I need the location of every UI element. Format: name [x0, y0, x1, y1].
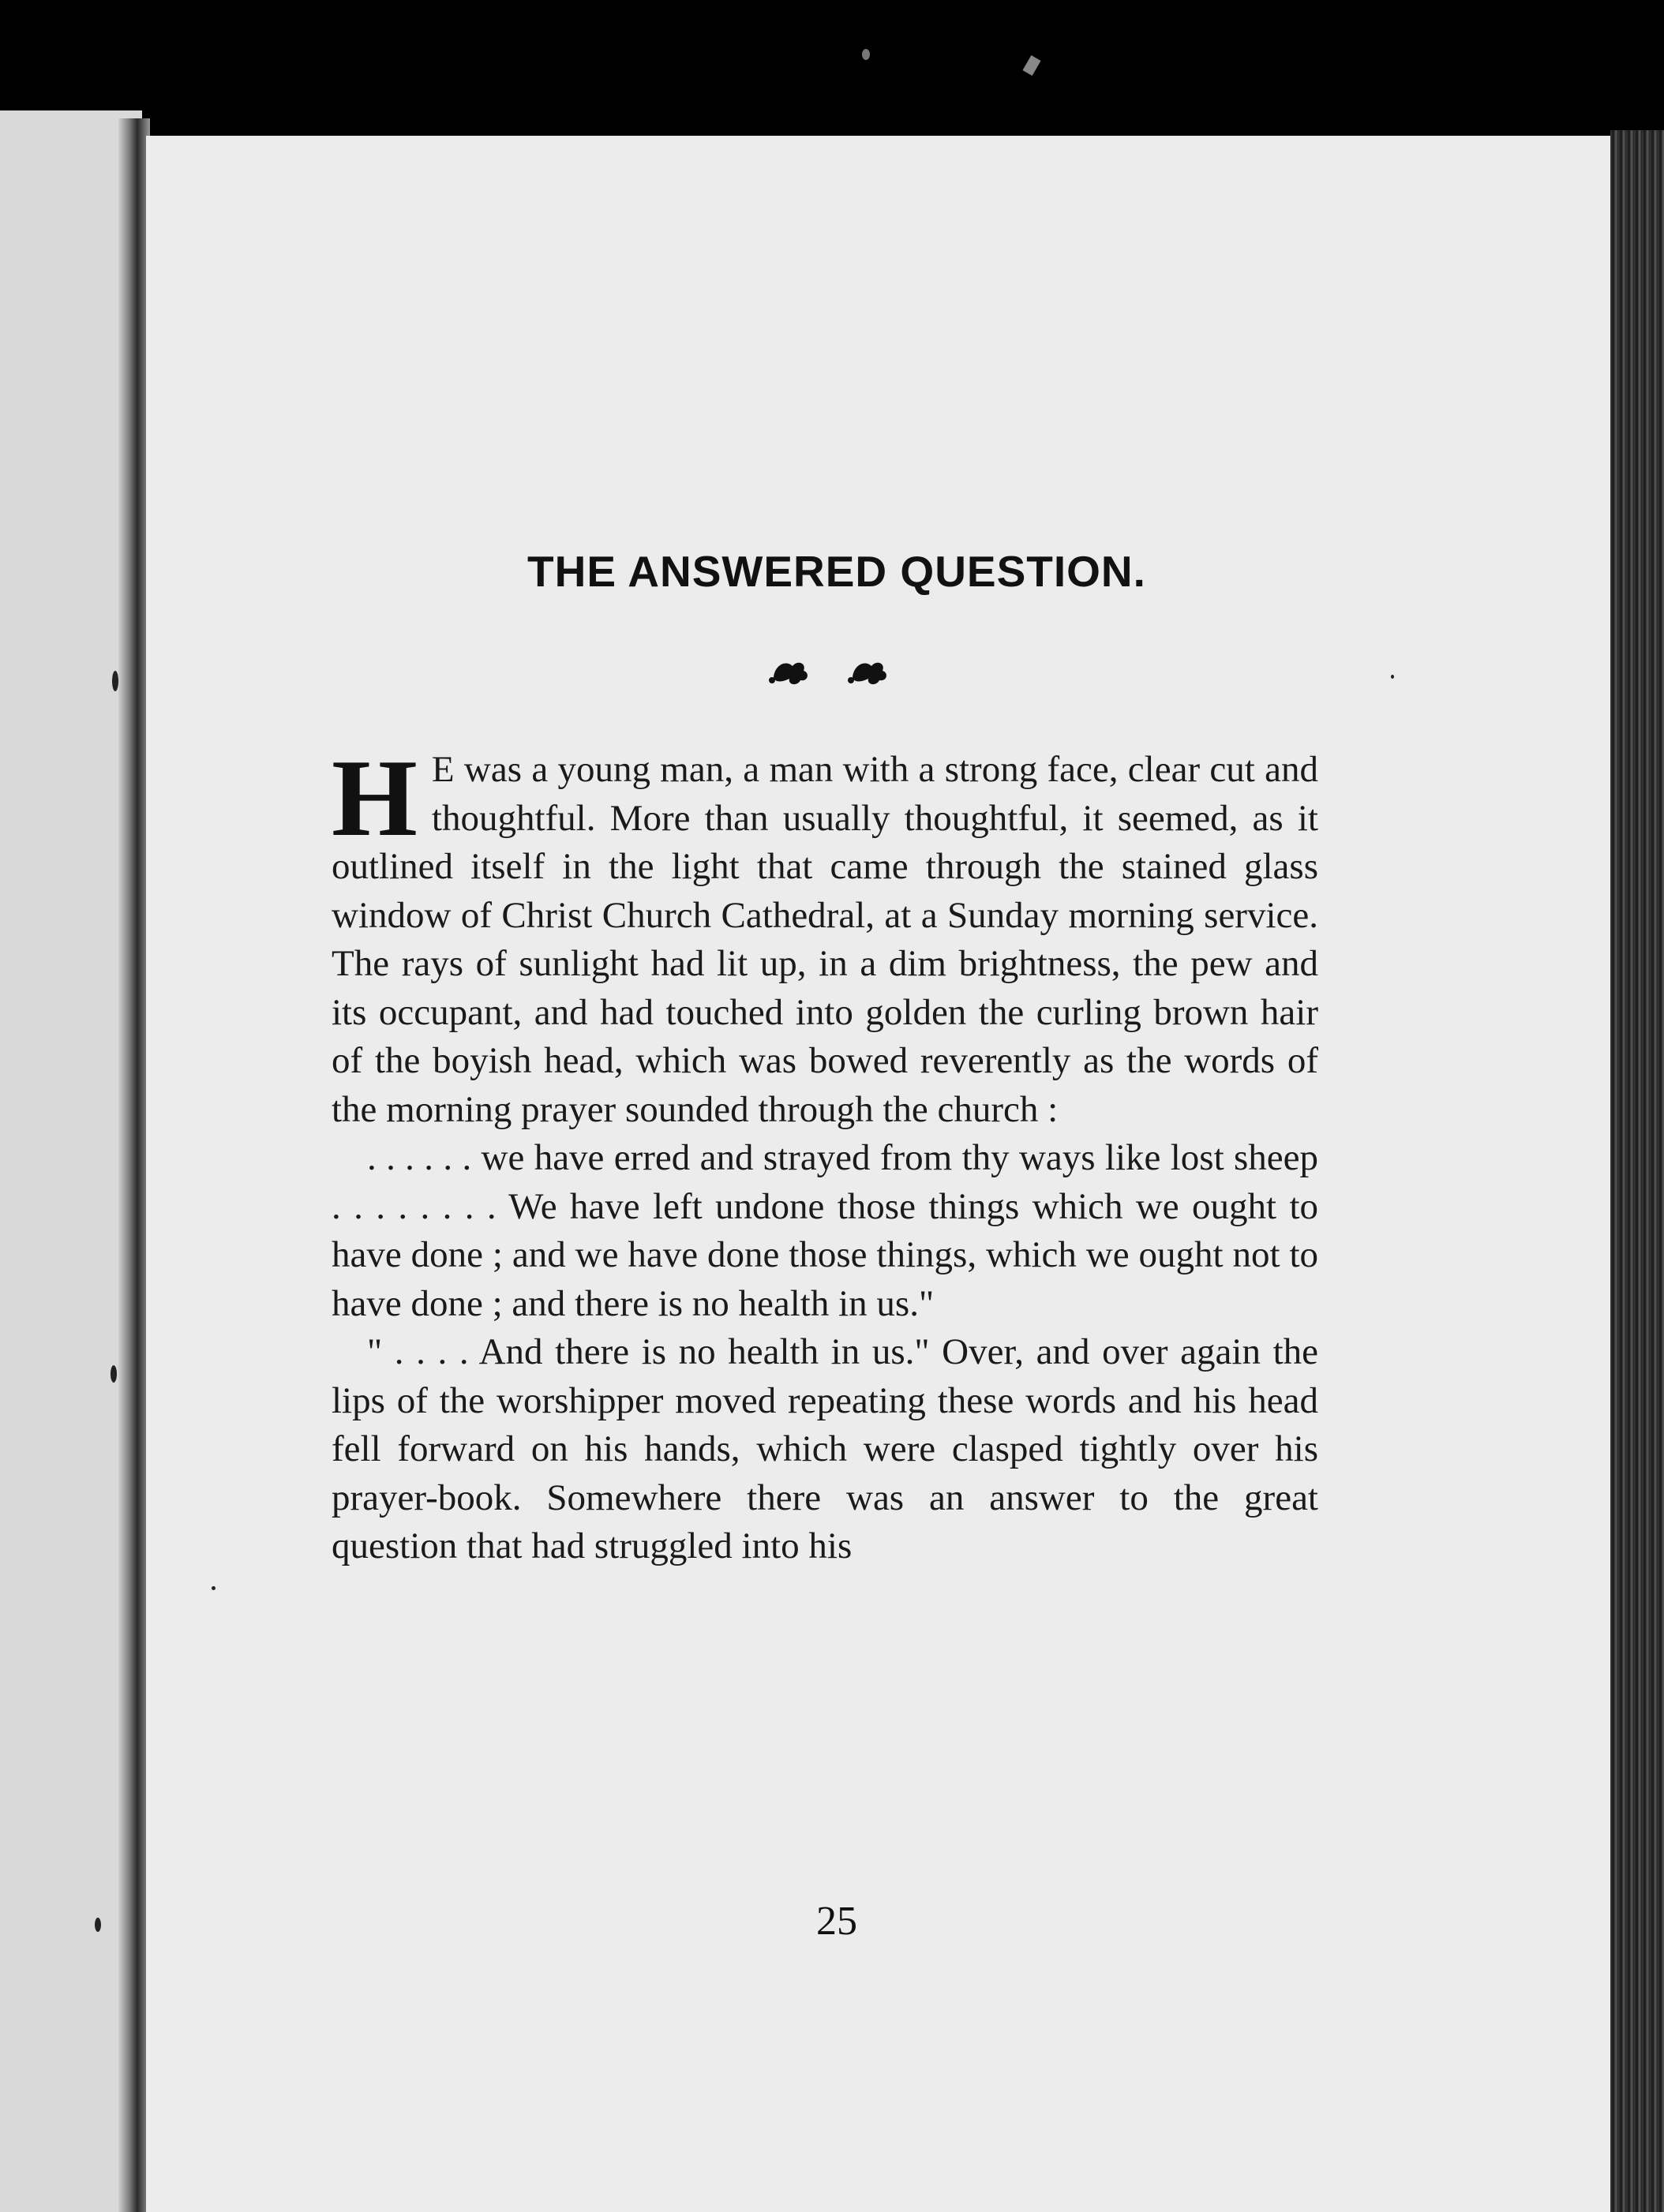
- book-gutter: [118, 118, 150, 2212]
- opening-paragraph: [332, 737, 1318, 1134]
- paragraph-text: E was a young man, a man with a strong face, clear cut and thoughtful. More than usually thoughtful, it seemed, as it outlined itself in the light that came through the stained glass window of Christ Church Cathedral, at a Sunday morning service. The rays of sunlight had lit up, in a dim brightness, the pew and its occupant, and had touched into golden the curling brown hair of the boyish head, which was bowed reverently as the words of the morning prayer sounded through the church :: [332, 749, 1318, 1130]
- dust-speck: [862, 49, 870, 60]
- page-stack-edge: [1610, 130, 1664, 2212]
- chapter-title: THE ANSWERED QUESTION.: [527, 547, 1146, 596]
- prayer-quote-paragraph: . . . . . . we have erred and strayed from thy ways like lost sheep . . . . . . . . We have left undone those things which we ought to have done ; and we have done those things, which we ought not to have done ; and there is no health in us.": [332, 1137, 1318, 1324]
- body-text: [332, 737, 1318, 1571]
- margin-speck: [1391, 675, 1394, 679]
- margin-speck: [95, 1918, 101, 1932]
- dust-speck: [1022, 55, 1040, 76]
- margin-speck: [111, 1365, 117, 1383]
- fleuron-pair-icon: [758, 646, 916, 693]
- margin-speck: [112, 671, 118, 691]
- page-number: 25: [816, 1899, 857, 1944]
- paragraph-text: " . . . . And there is no health in us." Over, and over again the lips of the worshipper moved repeating these words and his head fell forward on his hands, which were clasped tightly over his prayer-book. Somewhere there was an answer to the great question that had struggled into his: [332, 1331, 1318, 1566]
- margin-speck: [212, 1586, 215, 1590]
- drop-cap: H: [332, 737, 418, 859]
